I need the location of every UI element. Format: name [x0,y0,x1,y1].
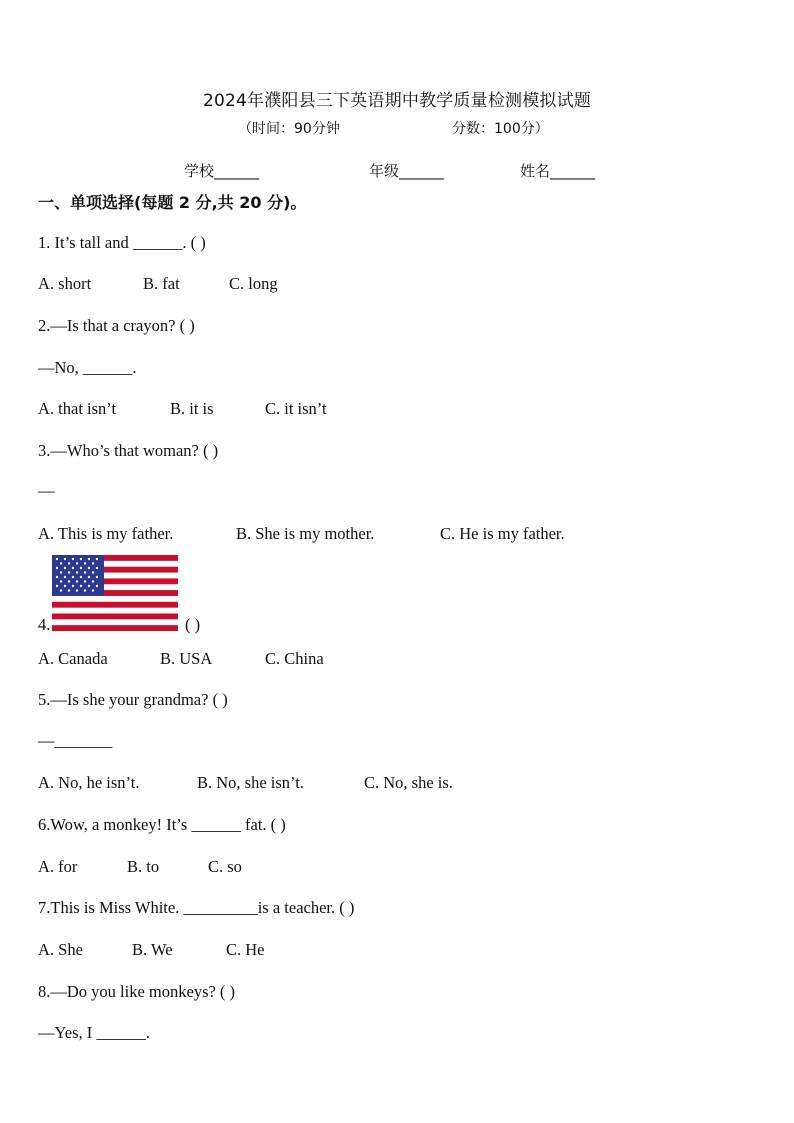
q3-response: — [38,481,55,500]
question-4-paren: ( ) [185,615,201,634]
q5-option-c: C. No, she is. [364,773,453,792]
exam-time: （时间：90分钟 [238,121,340,137]
q5-option-b: B. No, she isn’t. [197,773,304,792]
q1-option-b: B. fat [143,274,180,293]
q4-option-c: C. China [265,649,324,668]
page-title: 2024年濮阳县三下英语期中教学质量检测模拟试题 [202,91,592,111]
question-5: 5.—Is she your grandma? ( ) [38,690,228,709]
q7-option-c: C. He [226,940,265,959]
question-7: 7.This is Miss White. _________is a teacher. ( ) [38,898,355,917]
q6-option-a: A. for [38,857,78,876]
q1-option-c: C. long [229,274,278,293]
question-6: 6.Wow, a monkey! It’s ______ fat. ( ) [38,815,286,834]
name-field: 姓名______ [520,162,596,180]
q3-option-a: A. This is my father. [38,524,174,543]
exam-score: 分数：100分） [452,121,549,137]
question-8: 8.—Do you like monkeys? ( ) [38,982,236,1001]
q4-option-a: A. Canada [38,649,108,668]
q2-option-b: B. it is [170,399,214,418]
section-heading: 一、单项选择(每题 2 分,共 20 分)。 [38,193,307,212]
q5-response: —_______ [38,731,113,750]
question-1: 1. It’s tall and ______. ( ) [38,233,206,252]
q7-option-b: B. We [132,940,173,959]
question-2: 2.—Is that a crayon? ( ) [38,316,195,335]
usa-flag-image [52,555,178,631]
q6-option-b: B. to [127,857,160,876]
question-4-number: 4. [38,615,51,634]
q3-option-b: B. She is my mother. [236,524,375,543]
q4-option-b: B. USA [160,649,213,668]
q2-option-c: C. it isn’t [265,399,327,418]
q8-response: —Yes, I ______. [38,1023,151,1042]
q7-option-a: A. She [38,940,83,959]
question-3: 3.—Who’s that woman? ( ) [38,441,219,460]
school-field: 学校______ [184,162,260,180]
q3-option-c: C. He is my father. [440,524,565,543]
q2-option-a: A. that isn’t [38,399,117,418]
q2-response: —No, ______. [38,358,137,377]
q1-option-a: A. short [38,274,92,293]
q6-option-c: C. so [208,857,242,876]
q5-option-a: A. No, he isn’t. [38,773,140,792]
grade-field: 年级______ [369,162,445,180]
